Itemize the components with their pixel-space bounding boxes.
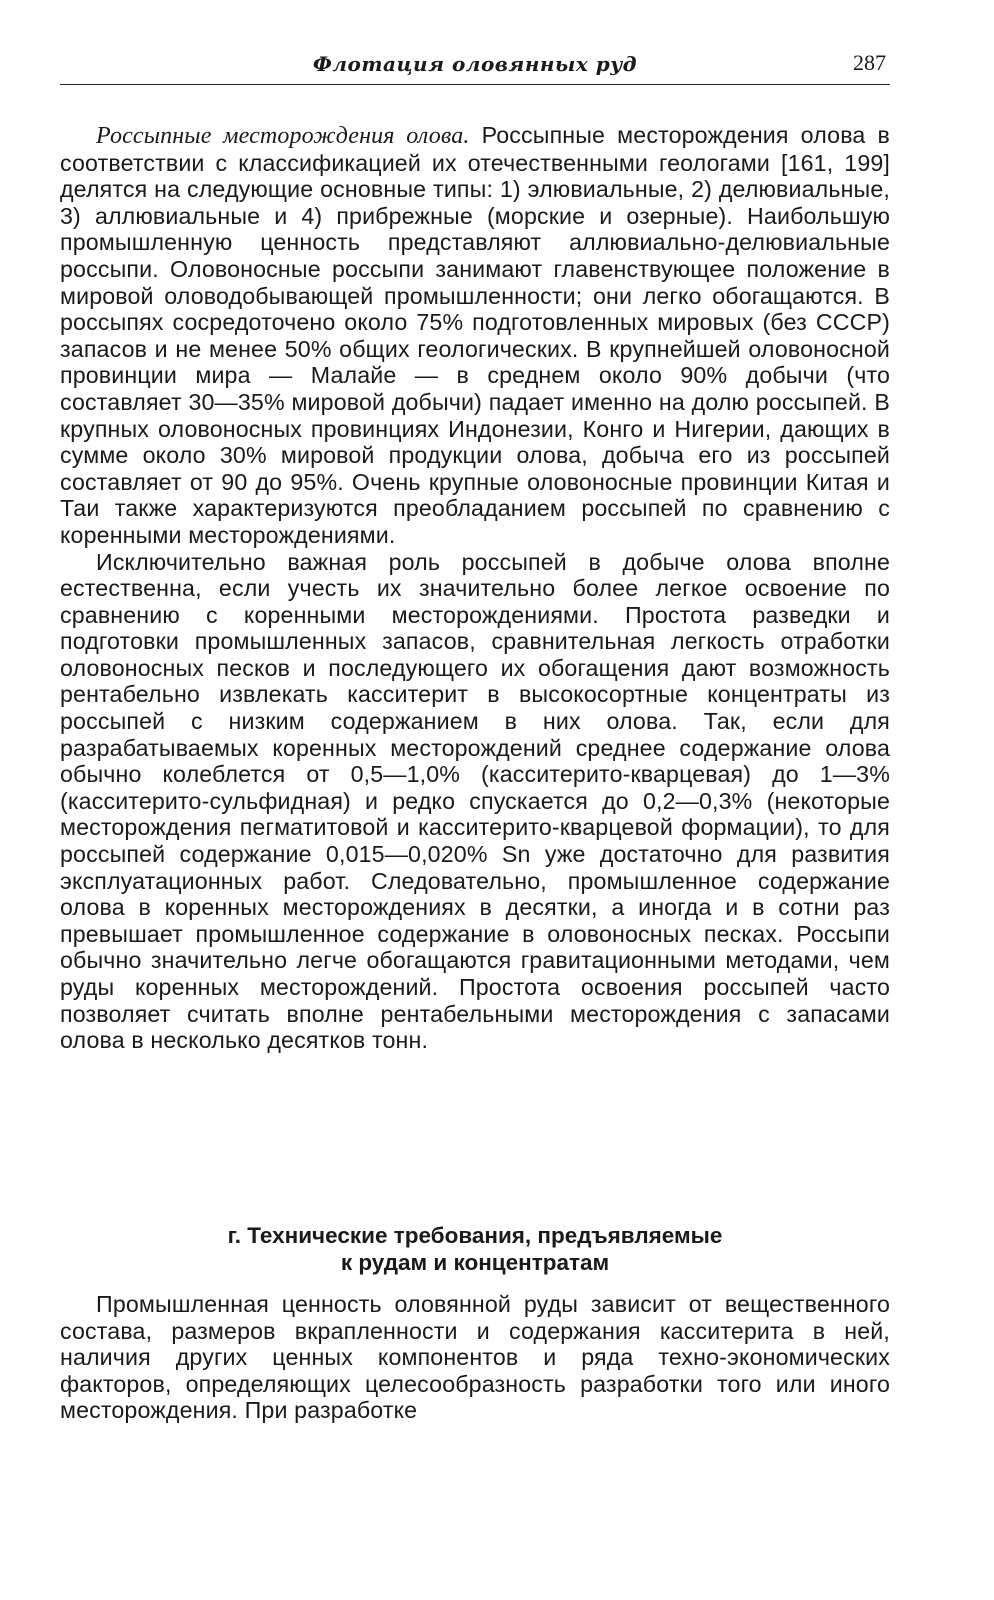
section-heading xyxy=(60,1222,890,1276)
section-heading-line-2: к рудам и концентратам xyxy=(340,1250,610,1275)
paragraph-text: Россыпные месторождения олова в соответствии с классификацией их отечественными геологами [161, 199] делятся на следующие основные типы: 1) элювиальные, 2) делювиальные, 3) аллювиальные и 4) прибрежные (морские и озерные). Наибольшую промышленную ценность представляют аллювиально-делювиальные россыпи. Оловоносные россыпи занимают главенствующее положение в мировой оловодобывающей промышленности; они легко обогащаются. В россыпях сосредоточено около 75% подготовленных мировых (без СССР) запасов и не менее 50% общих геологических. В крупнейшей оловоносной провинции мира — Малайе — в среднем около 90% добычи (что составляет 30—35% мировой добычи) падает именно на долю россыпей. В крупных оловоносных провинциях Индонезии, Конго и Нигерии, дающих в сумме около 30% мировой продукции олова, добыча его из россыпей составляет от 90 до 95%. Очень крупные оловоносные провинции Китая и Таи также характеризуются преобладанием россыпей по сравнению с коренными месторождениями. xyxy=(60,122,890,548)
paragraph-lead-in: Россыпные месторождения олова. xyxy=(96,123,470,149)
body-text xyxy=(60,122,890,1054)
paragraph-technical-requirements: Промышленная ценность оловянной руды зависит от вещественного состава, размеров вкрапленности и содержания касситерита в ней, наличия других ценных компонентов и ряда техно-экономических факторов, определяющих целесообразность разработки того или иного месторождения. При разработке xyxy=(60,1291,890,1424)
running-title: Флотация оловянных руд xyxy=(312,52,638,76)
running-header xyxy=(60,50,890,85)
paragraph-placer-deposits xyxy=(60,122,890,549)
paragraph-placer-role: Исключительно важная роль россыпей в добыче олова вполне естественна, если учесть их значительно более легкое освоение по сравнению с коренными месторождениями. Простота разведки и подготовки промышленных запасов, сравнительная легкость отработки оловоносных песков и последующего их обогащения дают возможность рентабельно извлекать касситерит в высокосортные концентраты из россыпей с низким содержанием в них олова. Так, если для разрабатываемых коренных месторождений среднее содержание олова обычно колеблется от 0,5—1,0% (касситерито-кварцевая) до 1—3% (касситерито-сульфидная) и редко спускается до 0,2—0,3% (некоторые месторождения пегматитовой и касситерито-кварцевой формации), то для россыпей содержание 0,015—0,020% Sn уже достаточно для развития эксплуатационных работ. Следовательно, промышленное содержание олова в коренных месторождениях в десятки, а иногда и в сотни раз превышает промышленное содержание в оловоносных песках. Россыпи обычно значительно легче обогащаются гравитационными методами, чем руды коренных месторождений. Простота освоения россыпей часто позволяет считать вполне рентабельными месторождения с запасами олова в несколько десятков тонн. xyxy=(60,548,890,1054)
page-number: 287 xyxy=(853,50,886,75)
section-heading-line-1: г. Технические требования, предъявляемые xyxy=(227,1223,723,1248)
section-body-text xyxy=(60,1291,890,1424)
